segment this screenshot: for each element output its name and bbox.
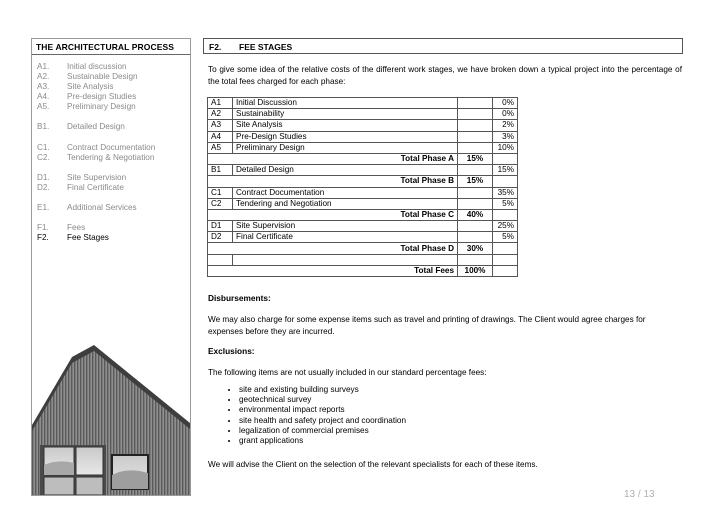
sidebar-item-code: C2.	[37, 152, 50, 162]
exclusions-list	[219, 385, 406, 446]
sidebar-nav	[37, 62, 190, 243]
sidebar-item-code: A5.	[37, 102, 50, 112]
total-label-cell: Total Phase B	[233, 176, 458, 187]
total-label-cell: Total Phase A	[233, 153, 458, 164]
empty-cell	[458, 198, 493, 209]
disbursements-heading: Disbursements:	[208, 293, 271, 303]
sidebar-item-label: Pre-design Studies	[67, 92, 137, 102]
stage-percent-cell: 15%	[493, 165, 518, 176]
table-total-row	[208, 243, 518, 254]
stage-name-cell: Detailed Design	[233, 165, 458, 176]
table-row	[208, 142, 518, 153]
stage-code-cell: D2	[208, 232, 233, 243]
stage-code-cell: A3	[208, 120, 233, 131]
sidebar-item[interactable]	[37, 122, 190, 132]
empty-cell	[493, 243, 518, 254]
table-row	[208, 98, 518, 109]
sidebar-item-label: Fees	[67, 223, 86, 233]
nav-gap	[37, 193, 190, 203]
empty-cell	[458, 98, 493, 109]
table-row	[208, 120, 518, 131]
empty-cell	[493, 265, 518, 276]
sidebar-item-label: Site Supervision	[67, 172, 127, 182]
stage-name-cell: Contract Documentation	[233, 187, 458, 198]
sidebar-item[interactable]	[37, 203, 190, 213]
section-number: F2.	[209, 42, 222, 52]
total-label-cell: Total Phase D	[233, 243, 458, 254]
empty-cell	[493, 254, 518, 265]
sidebar-item-label: Additional Services	[67, 202, 137, 212]
sidebar-item-code: B1.	[37, 122, 50, 132]
table-total-row	[208, 153, 518, 164]
stage-code-cell: A1	[208, 98, 233, 109]
sidebar-title: THE ARCHITECTURAL PROCESS	[32, 39, 190, 55]
total-label-cell: Total Phase C	[233, 209, 458, 220]
sidebar-item-label: Detailed Design	[67, 122, 125, 132]
table-row	[208, 187, 518, 198]
total-label-cell: Total Fees	[233, 265, 458, 276]
nav-gap	[37, 163, 190, 173]
sidebar-item-code: C1.	[37, 142, 50, 152]
nav-gap	[37, 213, 190, 223]
stage-code-cell: A5	[208, 142, 233, 153]
barn-house-illustration	[32, 307, 190, 495]
sidebar-item[interactable]	[37, 92, 190, 102]
sidebar-item[interactable]	[37, 102, 190, 112]
sidebar-item-label: Preliminary Design	[67, 102, 136, 112]
section-title: FEE STAGES	[239, 42, 293, 52]
exclusions-text: The following items are not usually included in our standard percentage fees:	[208, 368, 487, 377]
empty-cell	[208, 254, 233, 265]
sidebar-item-code: A3.	[37, 82, 50, 92]
empty-cell	[458, 254, 493, 265]
stage-code-cell: C2	[208, 198, 233, 209]
stage-percent-cell: 0%	[493, 109, 518, 120]
table-row	[208, 232, 518, 243]
total-percent-cell: 30%	[458, 243, 493, 254]
empty-cell	[493, 209, 518, 220]
list-item: • grant applications	[239, 436, 406, 446]
table-row	[208, 198, 518, 209]
stage-percent-cell: 5%	[493, 232, 518, 243]
disbursements-text: We may also charge for some expense items such as travel and printing of drawings. The Client would agree charges for expenses before they are incurred.	[208, 315, 646, 336]
sidebar-item-code: A1.	[37, 62, 50, 71]
stage-name-cell: Final Certificate	[233, 232, 458, 243]
stage-percent-cell: 5%	[493, 198, 518, 209]
stage-percent-cell: 2%	[493, 120, 518, 131]
stage-name-cell: Tendering and Negotiation	[233, 198, 458, 209]
stage-percent-cell: 3%	[493, 131, 518, 142]
sidebar	[31, 38, 191, 496]
sidebar-item[interactable]	[37, 173, 190, 183]
stage-code-cell: A4	[208, 131, 233, 142]
section-header	[203, 38, 683, 54]
empty-cell	[493, 153, 518, 164]
stage-name-cell: Pre-Design Studies	[233, 131, 458, 142]
list-item: • environmental impact reports	[239, 405, 406, 415]
empty-cell	[458, 232, 493, 243]
stage-code-cell: C1	[208, 187, 233, 198]
table-row	[208, 131, 518, 142]
empty-cell	[208, 153, 233, 164]
table-row	[208, 109, 518, 120]
sidebar-item[interactable]	[37, 183, 190, 193]
exclusions-heading: Exclusions:	[208, 346, 255, 356]
empty-cell	[208, 265, 233, 276]
nav-gap	[37, 133, 190, 143]
empty-cell	[458, 109, 493, 120]
stage-percent-cell: 10%	[493, 142, 518, 153]
fee-stages-table	[207, 97, 518, 277]
sidebar-item[interactable]	[37, 72, 190, 82]
sidebar-item-code: F2.	[37, 233, 49, 243]
total-percent-cell: 40%	[458, 209, 493, 220]
closing-paragraph: We will advise the Client on the selection of the relevant specialists for each of these items.	[208, 460, 538, 469]
sidebar-item-code: D2.	[37, 182, 50, 192]
sidebar-item-label: Contract Documentation	[67, 142, 156, 152]
sidebar-item[interactable]	[37, 233, 190, 243]
stage-name-cell: Initial Discussion	[233, 98, 458, 109]
stage-percent-cell: 35%	[493, 187, 518, 198]
sidebar-item-label: Initial discussion	[67, 62, 127, 71]
sidebar-item[interactable]	[37, 82, 190, 92]
sidebar-item[interactable]	[37, 223, 190, 233]
intro-paragraph: To give some idea of the relative costs of the different work stages, we have broken down a typical project into the percentage of the total fees charged for each phase:	[208, 65, 682, 86]
empty-cell	[458, 142, 493, 153]
empty-cell	[458, 187, 493, 198]
table-row	[208, 165, 518, 176]
empty-cell	[208, 243, 233, 254]
stage-percent-cell: 25%	[493, 221, 518, 232]
stage-code-cell: D1	[208, 221, 233, 232]
empty-cell	[208, 176, 233, 187]
sidebar-item-label: Tendering & Negotiation	[67, 152, 155, 162]
sidebar-item[interactable]	[37, 143, 190, 153]
sidebar-item-code: A2.	[37, 72, 50, 82]
empty-cell	[458, 120, 493, 131]
sidebar-item-label: Final Certificate	[67, 182, 124, 192]
total-percent-cell: 100%	[458, 265, 493, 276]
empty-cell	[493, 176, 518, 187]
table-row	[208, 254, 518, 265]
nav-gap	[37, 112, 190, 122]
empty-cell	[208, 209, 233, 220]
stage-percent-cell: 0%	[493, 98, 518, 109]
total-percent-cell: 15%	[458, 176, 493, 187]
page-counter: 13 / 13	[624, 489, 655, 500]
list-item: • site and existing building surveys	[239, 385, 406, 395]
list-item: • site health and safety project and coordination	[239, 416, 406, 426]
table-row	[208, 221, 518, 232]
total-percent-cell: 15%	[458, 153, 493, 164]
sidebar-item[interactable]	[37, 62, 190, 72]
empty-cell	[458, 165, 493, 176]
sidebar-item-label: Site Analysis	[67, 82, 114, 92]
sidebar-item-code: F1.	[37, 223, 49, 233]
list-item: • geotechnical survey	[239, 395, 406, 405]
stage-name-cell: Preliminary Design	[233, 142, 458, 153]
sidebar-item[interactable]	[37, 153, 190, 163]
sidebar-item-code: A4.	[37, 92, 50, 102]
empty-cell	[458, 131, 493, 142]
sidebar-item-code: E1.	[37, 202, 50, 212]
table-total-row	[208, 209, 518, 220]
table-total-row	[208, 265, 518, 276]
stage-code-cell: A2	[208, 109, 233, 120]
stage-name-cell: Site Supervision	[233, 221, 458, 232]
stage-name-cell: Sustainability	[233, 109, 458, 120]
stage-code-cell: B1	[208, 165, 233, 176]
empty-cell	[458, 221, 493, 232]
sidebar-item-code: D1.	[37, 172, 50, 182]
sidebar-item-label: Fee Stages	[67, 233, 109, 243]
stage-name-cell: Site Analysis	[233, 120, 458, 131]
table-total-row	[208, 176, 518, 187]
empty-cell	[233, 254, 458, 265]
list-item: • legalization of commercial premises	[239, 426, 406, 436]
sidebar-item-label: Sustainable Design	[67, 72, 138, 82]
